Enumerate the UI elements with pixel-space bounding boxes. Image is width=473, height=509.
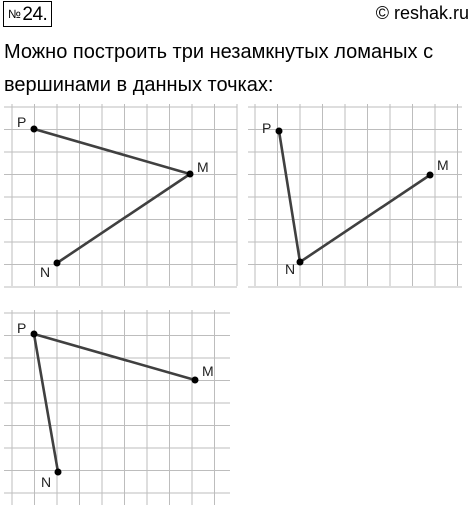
watermark: © reshak.ru	[375, 3, 469, 23]
task-statement: Можно построить три незамкнутых ломаных с вершинами в данных точках:	[4, 41, 434, 96]
figure-3	[4, 310, 230, 505]
segment-NM	[300, 175, 430, 262]
point-M	[187, 171, 194, 178]
point-P	[31, 126, 38, 133]
segment-PM	[34, 334, 195, 380]
label-M: M	[437, 157, 449, 173]
point-M	[427, 172, 434, 179]
task-number: 24.	[22, 4, 48, 25]
label-P: P	[17, 114, 27, 130]
label-N: N	[40, 264, 51, 280]
label-M: M	[202, 363, 214, 379]
figure-3-grid	[4, 310, 230, 505]
point-N	[297, 259, 304, 266]
label-N: N	[285, 261, 296, 277]
number-sign: №	[8, 7, 21, 21]
point-N	[54, 260, 61, 267]
point-P	[276, 128, 283, 135]
figure-1	[4, 104, 237, 287]
label-N: N	[41, 474, 52, 490]
point-N	[55, 469, 62, 476]
point-M	[192, 377, 199, 384]
label-P: P	[262, 120, 272, 136]
figure-2	[248, 104, 462, 287]
segment-MN	[57, 174, 190, 263]
label-P: P	[17, 320, 27, 336]
point-P	[31, 331, 38, 338]
label-M: M	[197, 159, 209, 175]
